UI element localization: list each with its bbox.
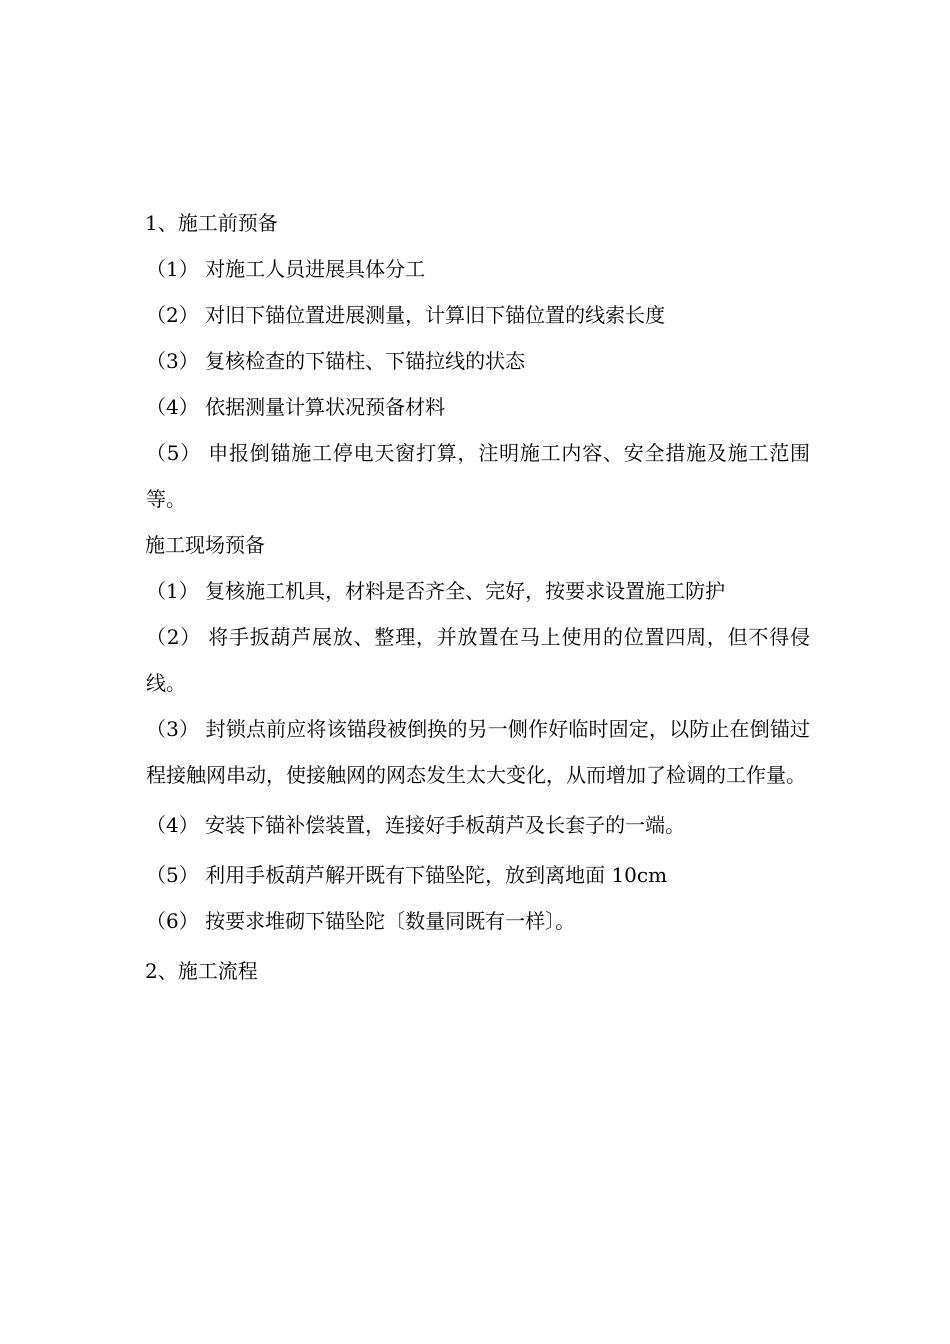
site-prep-item-1: （1） 复核施工机具，材料是否齐全、完好，按要求设置施工防护 — [146, 579, 726, 603]
site-prep-item-2: （2） 将手扳葫芦展放、整理，并放置在马上使用的位置四周，但不得侵线。 — [146, 625, 810, 695]
site-prep-heading: 施工现场预备 — [145, 533, 265, 557]
site-prep-item-3: （3） 封锁点前应将该锚段被倒换的另一侧作好临时固定，以防止在倒锚过程接触网串动，使接触网的网态发生太大变化，从而增加了检调的工作量。 — [146, 717, 810, 787]
site-prep-item-6: （6） 按要求堆砌下锚坠陀〔数量同既有一样〕。 — [146, 909, 576, 933]
section-1-heading: 1、施工前预备 — [145, 211, 278, 235]
document-body — [145, 200, 810, 994]
section-1-item-3: （3） 复核检查的下锚柱、下锚拉线的状态 — [146, 349, 526, 373]
section-1-item-4: （4） 依据测量计算状况预备材料 — [146, 395, 446, 419]
section-1-item-5: （5） 申报倒锚施工停电天窗打算，注明施工内容、安全措施及施工范围等。 — [146, 441, 810, 511]
section-2-heading: 2、施工流程 — [145, 959, 258, 983]
section-1-item-2: （2） 对旧下锚位置进展测量，计算旧下锚位置的线索长度 — [146, 303, 666, 327]
site-prep-item-4: （4） 安装下锚补偿装置，连接好手板葫芦及长套子的一端。 — [146, 813, 686, 837]
section-1-item-1: （1） 对施工人员进展具体分工 — [146, 257, 426, 281]
site-prep-item-5: （5） 利用手板葫芦解开既有下锚坠陀，放到离地面 10cm — [146, 863, 668, 887]
